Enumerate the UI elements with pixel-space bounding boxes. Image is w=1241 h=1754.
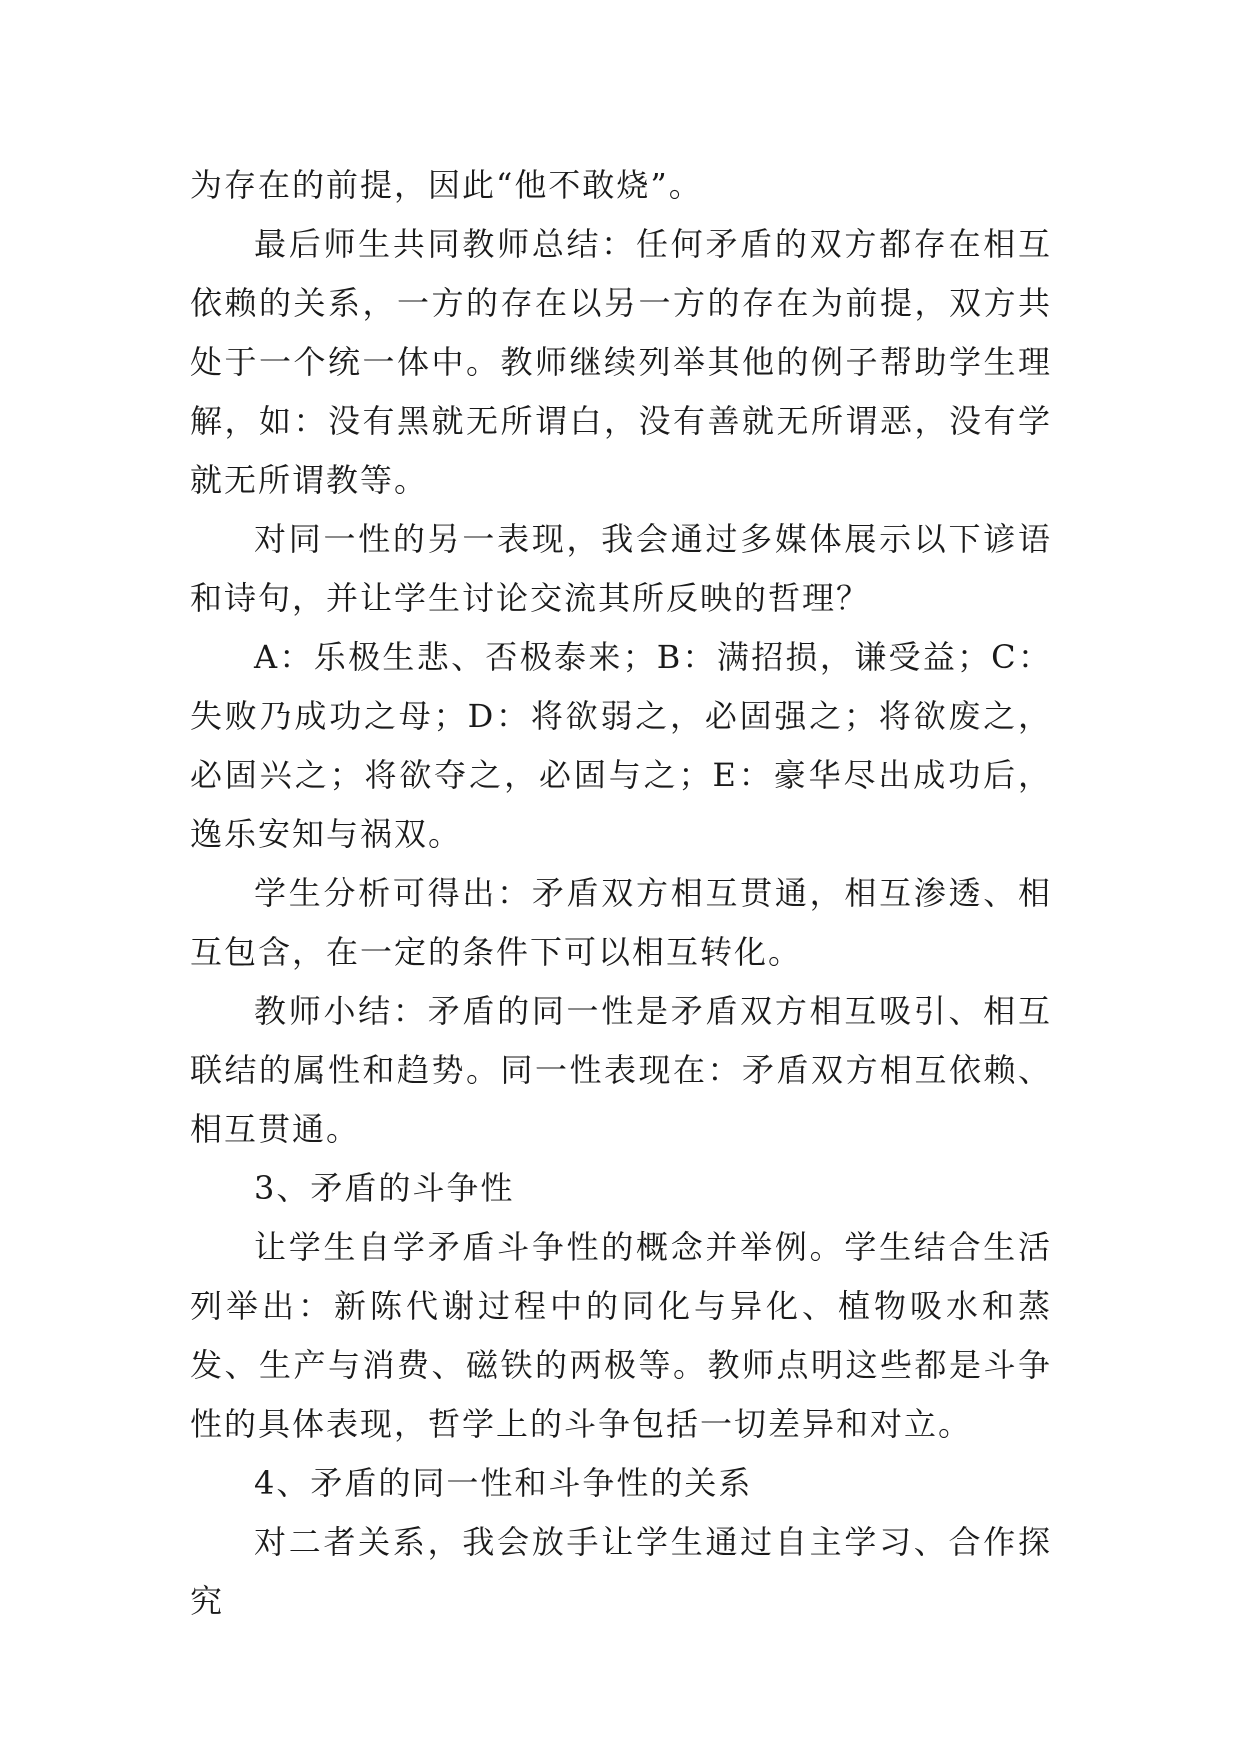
paragraph-continuation: 为存在的前提，因此“他不敢烧”。	[190, 166, 703, 204]
paragraph-multimedia: 对同一性的另一表现，我会通过多媒体展示以下谚语和诗句，并让学生讨论交流其所反映的哲理？	[190, 520, 1052, 617]
paragraph-teacher-conclusion: 教师小结：矛盾的同一性是矛盾双方相互吸引、相互联结的属性和趋势。同一性表现在：矛盾双方相互依赖、相互贯通。	[190, 992, 1052, 1148]
paragraph-summary: 最后师生共同教师总结：任何矛盾的双方都存在相互依赖的关系，一方的存在以另一方的存在为前提，双方共处于一个统一体中。教师继续列举其他的例子帮助学生理解，如：没有黑就无所谓白，没有善就无所谓恶，没有学就无所谓教等。	[190, 225, 1052, 499]
paragraph-relationship: 对二者关系，我会放手让学生通过自主学习、合作探究	[190, 1523, 1052, 1620]
paragraph-student-analysis: 学生分析可得出：矛盾双方相互贯通，相互渗透、相互包含，在一定的条件下可以相互转化。	[190, 874, 1052, 971]
paragraph-struggle: 让学生自学矛盾斗争性的概念并举例。学生结合生活列举出：新陈代谢过程中的同化与异化、植物吸水和蒸发、生产与消费、磁铁的两极等。教师点明这些都是斗争性的具体表现，哲学上的斗争包括一切差异和对立。	[190, 1228, 1052, 1443]
document-body	[190, 156, 1052, 1631]
paragraph-proverbs: A：乐极生悲、否极泰来；B：满招损，谦受益；C：失败乃成功之母；D：将欲弱之，必固强之；将欲废之，必固兴之；将欲夺之，必固与之；E：豪华尽出成功后，逸乐安知与祸双。	[190, 638, 1052, 853]
section-heading-3: 3、矛盾的斗争性	[254, 1169, 515, 1207]
section-heading-4: 4、矛盾的同一性和斗争性的关系	[254, 1464, 753, 1502]
